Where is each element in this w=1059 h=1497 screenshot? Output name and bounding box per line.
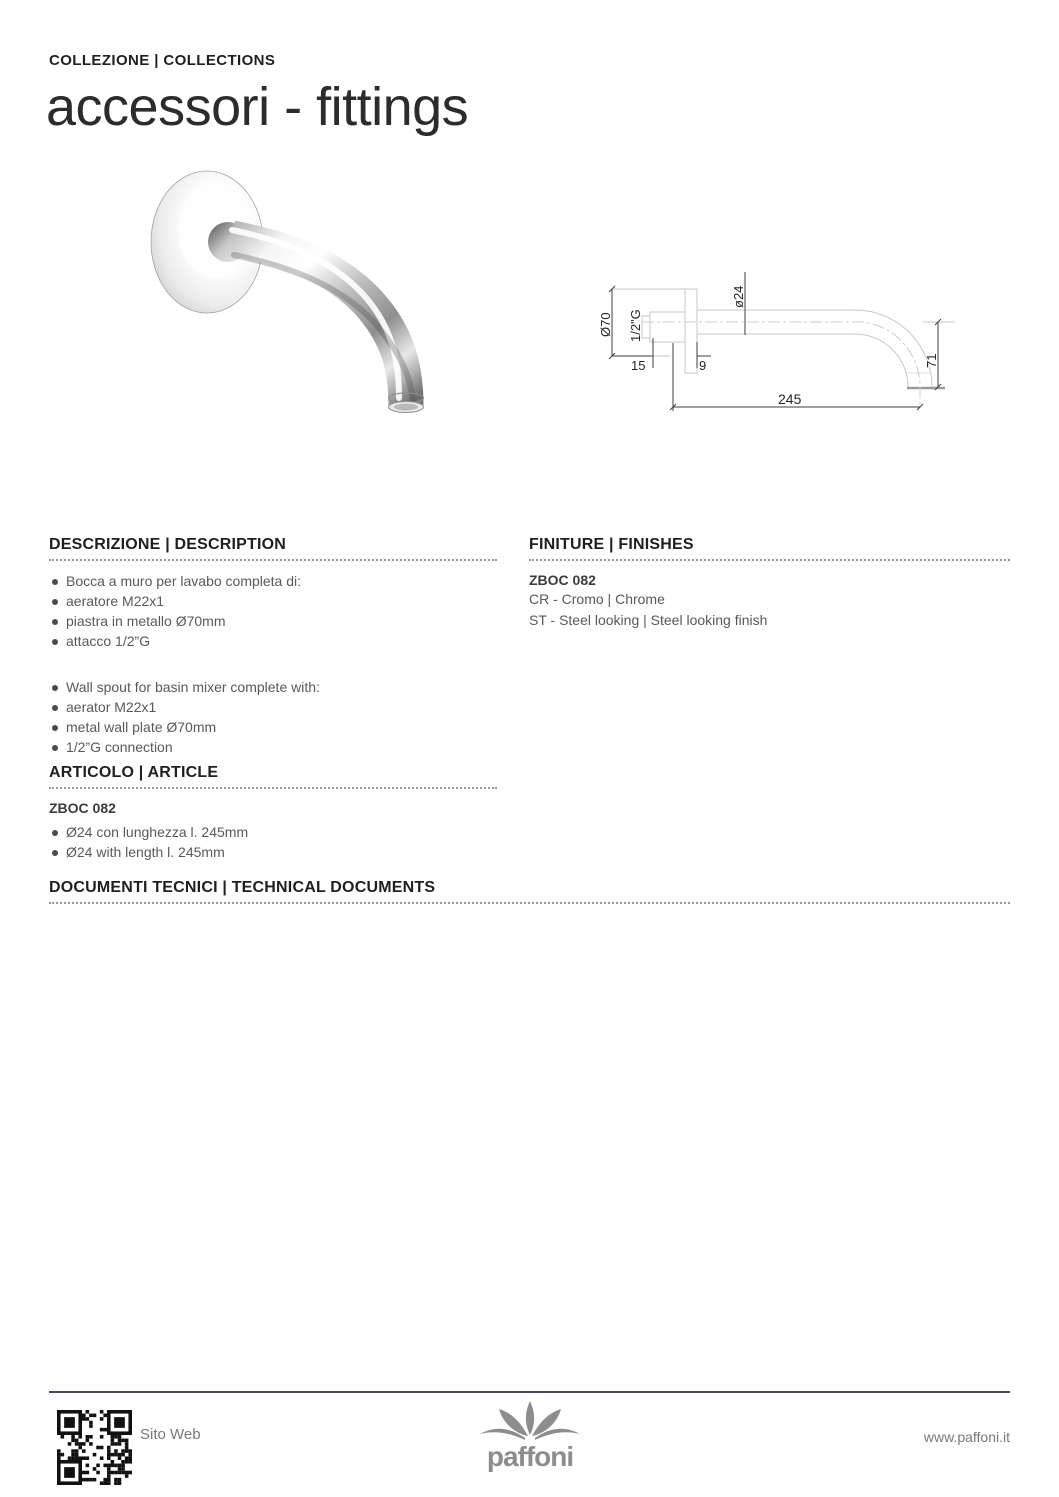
dotted-rule bbox=[49, 902, 1010, 904]
finish-option: ST - Steel looking | Steel looking finish bbox=[529, 612, 768, 628]
section-heading: DESCRIZIONE | DESCRIPTION bbox=[49, 536, 287, 553]
list-item: metal wall plate Ø70mm bbox=[49, 717, 497, 737]
list-item: attacco 1/2”G bbox=[49, 631, 497, 651]
logo-wordmark: paffoni bbox=[486, 1441, 574, 1472]
fountain-icon bbox=[480, 1401, 580, 1440]
dim-tube-diameter: ø24 bbox=[731, 285, 746, 308]
section-documents bbox=[49, 879, 1010, 904]
page-title: accessori - fittings bbox=[46, 77, 469, 137]
website-url[interactable]: www.paffoni.it bbox=[923, 1429, 1010, 1445]
list-item: aerator M22x1 bbox=[49, 697, 497, 717]
dotted-rule bbox=[529, 559, 1010, 561]
dim-length: 245 bbox=[778, 391, 802, 407]
list-item: Ø24 con lunghezza l. 245mm bbox=[49, 822, 497, 842]
description-list-en bbox=[49, 677, 497, 757]
section-heading: FINITURE | FINISHES bbox=[529, 536, 694, 553]
dotted-rule bbox=[49, 787, 497, 789]
finish-option: CR - Cromo | Chrome bbox=[529, 591, 665, 607]
product-photo-wall-spout bbox=[140, 160, 475, 465]
list-item: Bocca a muro per lavabo completa di: bbox=[49, 571, 497, 591]
section-description bbox=[49, 536, 497, 757]
article-list bbox=[49, 822, 497, 862]
dim-wall-offset: 15 bbox=[631, 358, 646, 373]
dim-thread: 1/2"G bbox=[628, 309, 643, 342]
list-item: Ø24 with length l. 245mm bbox=[49, 842, 497, 862]
dim-plate-depth: 9 bbox=[699, 358, 707, 373]
footer-divider bbox=[49, 1391, 1010, 1393]
dim-drop: 71 bbox=[924, 353, 939, 368]
section-heading: DOCUMENTI TECNICI | TECHNICAL DOCUMENTS bbox=[49, 879, 436, 896]
section-heading: ARTICOLO | ARTICLE bbox=[49, 764, 219, 781]
section-article bbox=[49, 764, 497, 862]
technical-drawing bbox=[593, 268, 965, 420]
section-finishes bbox=[529, 536, 1010, 630]
qr-code[interactable] bbox=[57, 1410, 132, 1485]
paffoni-logo bbox=[468, 1399, 592, 1477]
dim-plate-diameter: Ø70 bbox=[598, 312, 613, 337]
qr-label: Sito Web bbox=[140, 1426, 201, 1443]
product-code: ZBOC 082 bbox=[529, 572, 596, 588]
product-code: ZBOC 082 bbox=[49, 800, 116, 816]
collection-eyebrow: COLLEZIONE | COLLECTIONS bbox=[49, 52, 276, 69]
list-item: Wall spout for basin mixer complete with: bbox=[49, 677, 497, 697]
list-item: piastra in metallo Ø70mm bbox=[49, 611, 497, 631]
list-item: aeratore M22x1 bbox=[49, 591, 497, 611]
description-list-it bbox=[49, 571, 497, 651]
list-item: 1/2”G connection bbox=[49, 737, 497, 757]
dotted-rule bbox=[49, 559, 497, 561]
